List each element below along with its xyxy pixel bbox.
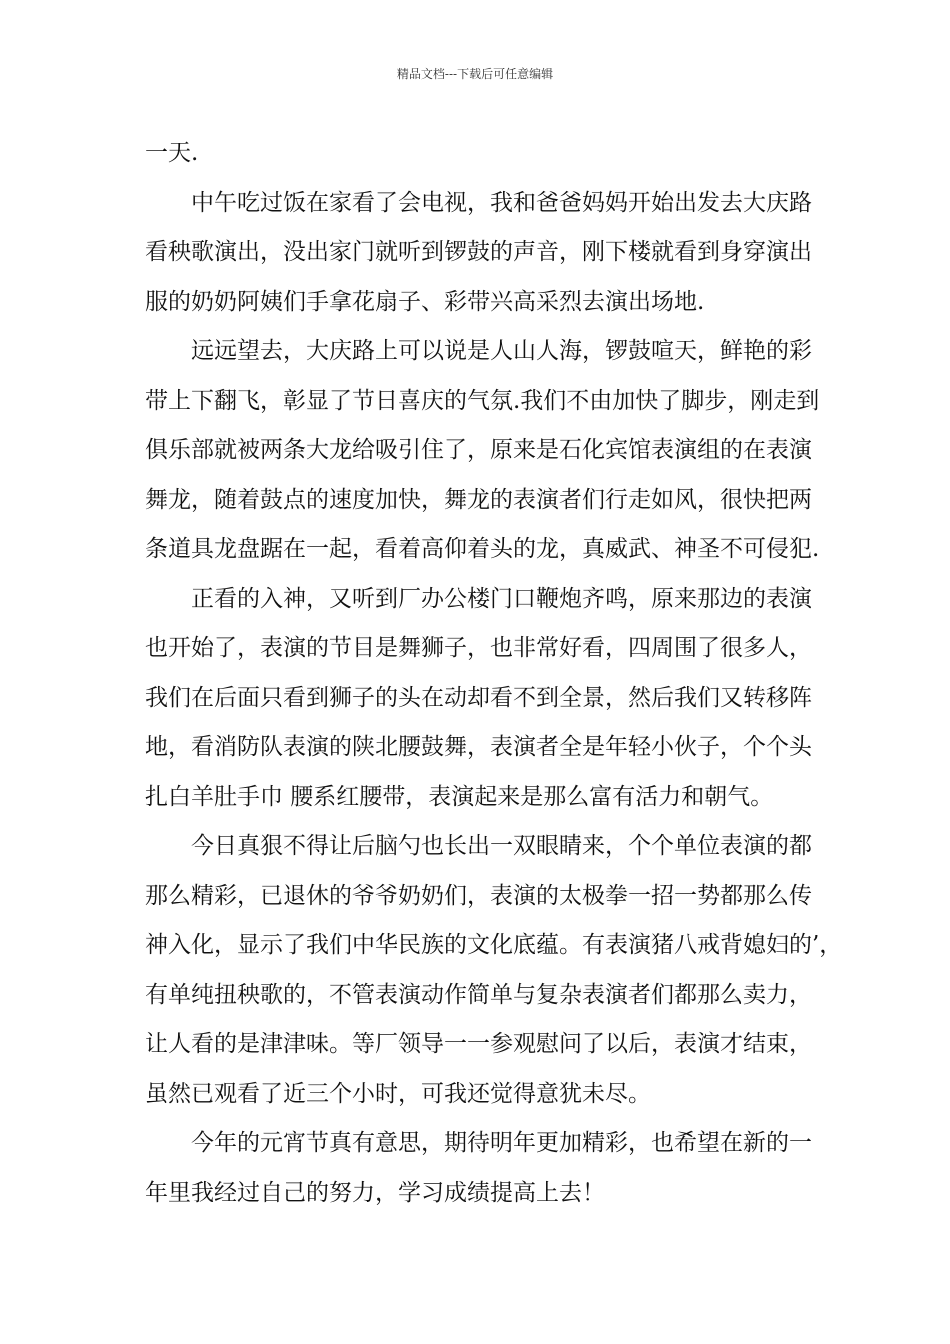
text-line: 俱乐部就被两条大龙给吸引住了，原来是石化宾馆表演组的在表演 bbox=[145, 437, 812, 463]
text-line: 神入化，显示了我们中华民族的文化底蕴。有表演猪八戒背媳妇的’， bbox=[145, 932, 843, 958]
text-line: 有单纯扭秧歌的，不管表演动作简单与复杂表演者们都那么卖力， bbox=[145, 981, 812, 1008]
text-line: 扎白羊肚手巾 腰系红腰带，表演起来是那么富有活力和朝气。 bbox=[145, 783, 774, 810]
paragraph-start-line: 正看的入神，又听到厂办公楼门口鞭炮齐鸣，原来那边的表演 bbox=[191, 585, 812, 612]
text-line: 让人看的是津津味。等厂领导一一参观慰问了以后，表演才结束， bbox=[145, 1031, 812, 1057]
text-line: 舞龙，随着鼓点的速度加快，舞龙的表演者们行走如风，很快把两 bbox=[145, 486, 812, 513]
paragraph-start-line: 今年的元宵节真有意思，期待明年更加精彩，也希望在新的一 bbox=[191, 1130, 812, 1156]
paragraph-start-line: 远远望去，大庆路上可以说是人山人海，锣鼓喧天，鲜艳的彩 bbox=[191, 338, 812, 364]
text-line: 带上下翻飞，彰显了节日喜庆的气氛.我们不由加快了脚步，刚走到 bbox=[145, 387, 820, 414]
text-line: 也开始了，表演的节目是舞狮子，也非常好看，四周围了很多人， bbox=[145, 635, 812, 661]
page-header: 精品文档---下载后可任意编辑 bbox=[396, 67, 554, 81]
text-line: 那么精彩，已退休的爷爷奶奶们，表演的太极拳一招一势都那么传 bbox=[145, 882, 812, 909]
text-line: 服的奶奶阿姨们手拿花扇子、彩带兴高采烈去演出场地. bbox=[145, 288, 705, 315]
paragraph-start-line: 今日真狠不得让后脑勺也长出一双眼睛来，个个单位表演的都 bbox=[191, 833, 812, 859]
text-line: 我们在后面只看到狮子的头在动却看不到全景，然后我们又转移阵 bbox=[145, 684, 812, 711]
text-line: 年里我经过自己的努力，学习成绩提高上去！ bbox=[145, 1179, 605, 1206]
text-line: 一天. bbox=[145, 140, 199, 166]
text-line: 看秧歌演出，没出家门就听到锣鼓的声音，刚下楼就看到身穿演出 bbox=[145, 239, 812, 265]
text-line: 虽然已观看了近三个小时，可我还觉得意犹未尽。 bbox=[145, 1080, 651, 1107]
article-body bbox=[145, 129, 843, 1218]
paragraph-start-line: 中午吃过饭在家看了会电视，我和爸爸妈妈开始出发去大庆路 bbox=[191, 189, 812, 216]
text-line: 地，看消防队表演的陕北腰鼓舞，表演者全是年轻小伙子，个个头 bbox=[145, 734, 812, 760]
text-line: 条道具龙盘踞在一起，看着高仰着头的龙，真威武、神圣不可侵犯. bbox=[145, 536, 820, 562]
